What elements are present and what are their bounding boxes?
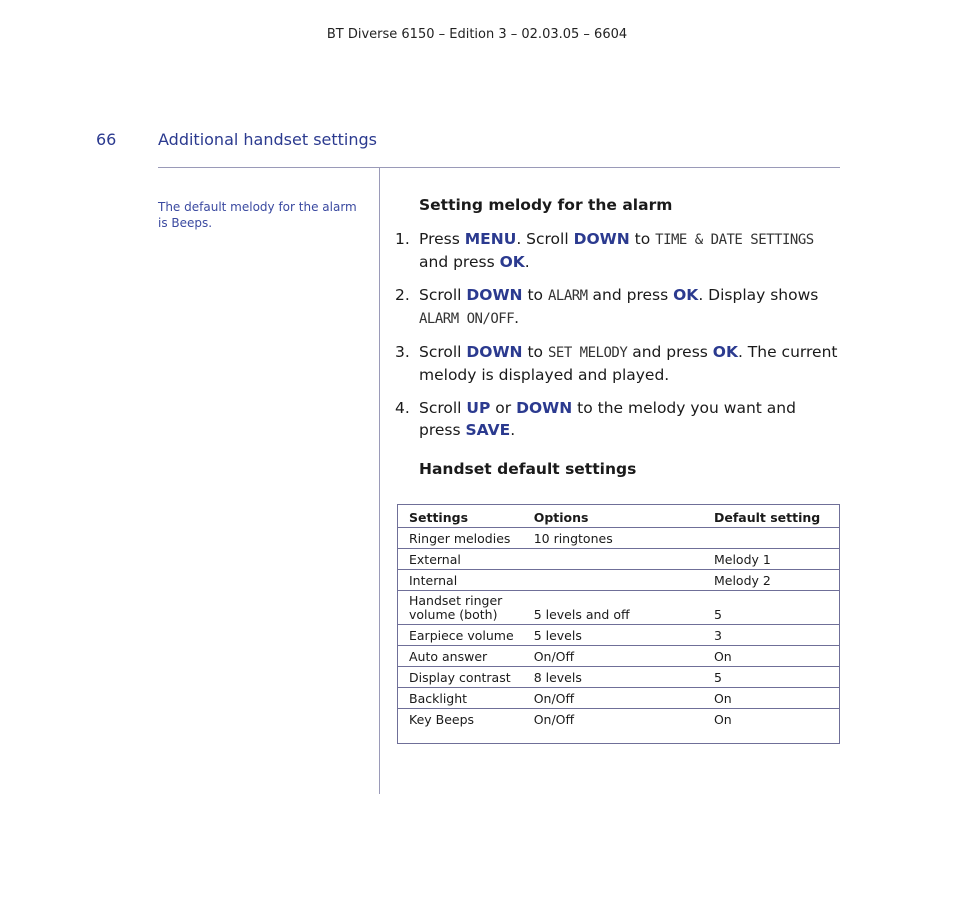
- key-down: DOWN: [516, 399, 573, 417]
- column-header: Options: [523, 505, 703, 528]
- step-2: 2. Scroll DOWN to ALARM and press OK. Display shows ALARM ON/OFF.: [395, 286, 819, 327]
- section-title: Additional handset settings: [158, 130, 377, 149]
- table-row: [398, 625, 840, 646]
- key-down: DOWN: [573, 230, 630, 248]
- table-cell: [523, 549, 703, 570]
- table-cell: Melody 2: [703, 570, 840, 591]
- table-cell: 3: [703, 625, 840, 646]
- table-cell: Ringer melodies: [398, 528, 523, 549]
- alarm-heading: Setting melody for the alarm: [419, 196, 673, 214]
- table-row: [398, 667, 840, 688]
- table-cell: 10 ringtones: [523, 528, 703, 549]
- defaults-table: [397, 504, 840, 744]
- table-row: [398, 709, 840, 744]
- key-ok: OK: [673, 286, 699, 304]
- table-cell: Melody 1: [703, 549, 840, 570]
- display-text: TIME & DATE SETTINGS: [655, 232, 814, 248]
- table-row: [398, 688, 840, 709]
- defaults-heading: Handset default settings: [419, 460, 637, 478]
- table-row: [398, 591, 840, 625]
- key-ok: OK: [499, 253, 525, 271]
- table-cell: 5: [703, 667, 840, 688]
- step-4: 4. Scroll UP or DOWN to the melody you want and press SAVE.: [395, 399, 796, 439]
- table-cell: Display contrast: [398, 667, 523, 688]
- table-row: [398, 528, 840, 549]
- step-3: 3. Scroll DOWN to SET MELODY and press OK. The current melody is displayed and played.: [395, 343, 838, 384]
- table-cell: On: [703, 646, 840, 667]
- table-cell: 5 levels: [523, 625, 703, 646]
- step-number: 4.: [395, 399, 410, 417]
- table-row: [398, 570, 840, 591]
- table-cell: Internal: [398, 570, 523, 591]
- table-row: [398, 549, 840, 570]
- column-divider: [379, 168, 380, 794]
- side-note: The default melody for the alarm is Beeps.: [158, 200, 357, 230]
- table-cell: [523, 570, 703, 591]
- key-save: SAVE: [465, 421, 511, 439]
- column-header: Settings: [398, 505, 523, 528]
- display-text: ALARM ON/OFF: [419, 311, 515, 327]
- key-down: DOWN: [466, 343, 523, 361]
- alarm-steps: [395, 228, 840, 452]
- table-cell: [703, 528, 840, 549]
- column-header: Default setting: [703, 505, 840, 528]
- key-up: UP: [466, 399, 491, 417]
- step-number: 2.: [395, 286, 410, 304]
- table-row: [398, 646, 840, 667]
- table-cell: Auto answer: [398, 646, 523, 667]
- edition-line: BT Diverse 6150 – Edition 3 – 02.03.05 – 6604: [326, 27, 628, 42]
- table-cell: On/Off: [523, 688, 703, 709]
- table-cell: External: [398, 549, 523, 570]
- key-down: DOWN: [466, 286, 523, 304]
- key-ok: OK: [712, 343, 738, 361]
- table-cell: 8 levels: [523, 667, 703, 688]
- table-cell: On: [713, 712, 732, 727]
- table-cell: Handset ringer volume (both): [398, 591, 523, 625]
- table-cell: Backlight: [398, 688, 523, 709]
- key-menu: MENU: [464, 230, 517, 248]
- step-number: 3.: [395, 343, 410, 361]
- table-cell: 5: [703, 591, 840, 625]
- header-divider: [158, 167, 840, 168]
- table-cell: Key Beeps: [409, 712, 475, 727]
- page-number: 66: [96, 130, 117, 149]
- table-cell: On/Off: [523, 646, 703, 667]
- step-number: 1.: [395, 230, 410, 248]
- table-cell: On: [703, 688, 840, 709]
- table-header-row: [398, 505, 840, 528]
- display-text: SET MELODY: [547, 345, 628, 361]
- table-cell: On/Off: [533, 712, 575, 727]
- step-1: 1. Press MENU. Scroll DOWN to TIME & DATE SETTINGS and press OK.: [395, 230, 814, 271]
- display-text: ALARM: [547, 288, 588, 304]
- table-cell: Earpiece volume: [398, 625, 523, 646]
- table-cell: 5 levels and off: [523, 591, 703, 625]
